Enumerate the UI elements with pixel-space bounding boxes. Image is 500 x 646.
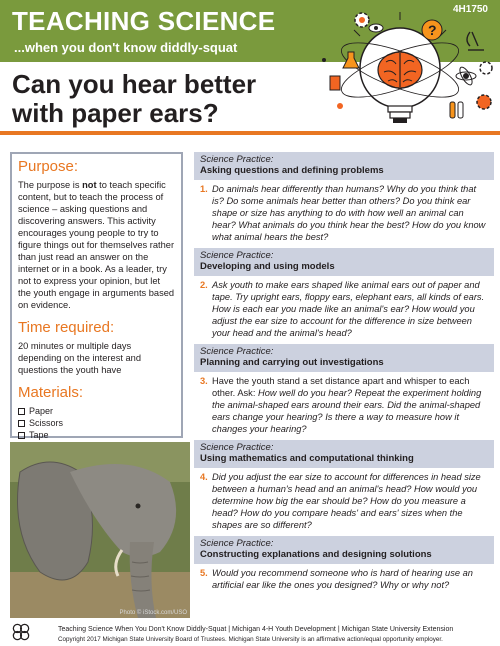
document-code: 4H1750 xyxy=(452,4,488,15)
material-label: Scissors xyxy=(29,418,64,428)
practice-label: Science Practice: xyxy=(200,346,274,357)
practice-body xyxy=(194,180,494,243)
bulb-tip xyxy=(393,118,407,123)
practice-label: Science Practice: xyxy=(200,538,274,549)
practice-label: Science Practice: xyxy=(200,154,274,165)
photo-credit: Photo © iStock.com/USO xyxy=(119,610,187,616)
atom-icon xyxy=(456,65,476,86)
bulb-base-ring-2 xyxy=(390,112,410,118)
decor-dot xyxy=(337,103,343,109)
step-number: 2. xyxy=(200,280,208,290)
practice-body xyxy=(194,468,494,531)
elephant-image xyxy=(10,442,190,618)
flask-icon xyxy=(343,52,359,68)
step-text xyxy=(212,567,488,591)
practice-section xyxy=(194,152,494,243)
page-title-line-2: with paper ears? xyxy=(12,98,219,128)
step-number: 1. xyxy=(200,184,208,194)
practice-section xyxy=(194,536,494,591)
practice-header xyxy=(194,152,494,180)
practice-section xyxy=(194,440,494,531)
practice-header xyxy=(194,440,494,468)
material-label: Paper xyxy=(29,406,54,416)
practice-body xyxy=(194,276,494,339)
step-text xyxy=(212,471,488,531)
practice-label: Science Practice: xyxy=(200,442,274,453)
eye-icon xyxy=(369,24,383,32)
purpose-text-emphasis: not xyxy=(82,180,97,190)
brain-icon xyxy=(378,52,422,88)
time-heading: Time required: xyxy=(18,319,115,336)
step-text-italic: Do animals hear differently than humans? Why do you think that is? Do some animals hear better than others? Do you think ear shape or size has anything to do with how well an animal can hear? What animals do you think hear the best? How do you know what animal hears the best? xyxy=(212,184,486,242)
practice-title: Developing and using models xyxy=(200,261,335,272)
checkbox-icon xyxy=(18,408,25,415)
materials-list xyxy=(18,405,175,441)
beaker-icon xyxy=(330,76,340,90)
page-title xyxy=(12,70,312,128)
page-title-line-1: Can you hear better xyxy=(12,69,257,99)
practice-body xyxy=(194,564,494,591)
checkbox-icon xyxy=(18,432,25,439)
step-number: 4. xyxy=(200,472,208,482)
step-text xyxy=(212,183,488,243)
practice-header xyxy=(194,536,494,564)
practice-title: Asking questions and defining problems xyxy=(200,165,384,176)
purpose-text-lead: The purpose is xyxy=(18,180,83,190)
step-number: 5. xyxy=(200,568,208,578)
practice-title: Using mathematics and computational thinking xyxy=(200,453,414,464)
practice-body xyxy=(194,372,494,435)
practice-title: Constructing explanations and designing solutions xyxy=(200,549,432,560)
purpose-text xyxy=(18,179,175,311)
practice-section xyxy=(194,344,494,435)
step-text-italic: Did you adjust the ear size to account for differences in head size between a human's head and an animal's head? How would you determine how big the ear should be? How do you measure a head? How do you compare heads' and ears' sizes when the shapes are so different? xyxy=(212,472,481,530)
checkbox-icon xyxy=(18,420,25,427)
gear-icon xyxy=(480,62,492,74)
purpose-heading: Purpose: xyxy=(18,158,79,175)
time-text: 20 minutes or multiple days depending on the interest and questions the youth have xyxy=(18,341,142,375)
step-text xyxy=(212,279,488,339)
series-subtitle: ...when you don't know diddly-squat xyxy=(14,40,238,55)
step-text-italic: Ask youth to make ears shaped like animal ears out of paper and tape. Try upright ears, floppy ears, elephant ears, all kinds of ears. How is each ear you made like an animal's ear? How would you adjust the ear size to account for the difference in size between your head and the animal's head? xyxy=(212,280,485,338)
footer-copyright: Copyright 2017 Michigan State University Board of Trustees. Michigan State University is an affirmative action/equal opportunity employer. xyxy=(58,636,443,643)
gear-icon xyxy=(355,13,369,27)
series-title: TEACHING SCIENCE xyxy=(12,6,276,36)
step-text-italic: Would you recommend someone who is hard of hearing use an artificial ear like the ones you designed? Why or why not? xyxy=(212,568,473,590)
bulb-base-ring-1 xyxy=(388,106,412,112)
science-practices xyxy=(194,152,494,596)
footer-credits: Teaching Science When You Don't Know Diddly-Squat | Michigan 4-H Youth Development | Michigan State University Extension xyxy=(58,626,454,633)
step-number: 3. xyxy=(200,376,208,386)
practice-title: Planning and carrying out investigations xyxy=(200,357,384,368)
practice-label: Science Practice: xyxy=(200,250,274,261)
material-label: Tape xyxy=(29,430,49,440)
microscope-icon xyxy=(467,32,484,50)
practice-section xyxy=(194,248,494,339)
purpose-panel xyxy=(10,152,183,438)
step-text-italic: How well do you hear? Repeat the experiment holding the animal-shaped ears around their ears. Did the animal-shaped ears change your hearing? Is there a way to measure how it changes your hearing? xyxy=(212,388,482,434)
material-item xyxy=(18,417,175,429)
materials-heading: Materials: xyxy=(18,384,84,401)
practice-header xyxy=(194,344,494,372)
step-text xyxy=(212,375,488,435)
science-lightbulb-illustration xyxy=(300,6,500,136)
step-text-plain: Have the youth stand a set distance apart and whisper to each other. Ask: xyxy=(212,376,470,398)
material-item xyxy=(18,429,175,441)
question-mark-icon xyxy=(422,20,442,40)
purpose-text-rest: to teach specific content, but to teach the process of science – asking questions and discovering answers. This activity encourages young people to try to figure things out for themselves rather than just read an answer on the internet or in a book. As a leader, try not to express your opinion, but let the youth engage in arguments based on evidence. xyxy=(18,180,175,310)
test-tube-icon xyxy=(450,102,463,118)
practice-header xyxy=(194,248,494,276)
gear-icon xyxy=(477,95,491,109)
elephant-photo xyxy=(10,442,190,618)
clover-logo-icon xyxy=(12,623,30,641)
decor-dot xyxy=(322,58,326,62)
svg-text:?: ? xyxy=(428,22,437,38)
material-item xyxy=(18,405,175,417)
